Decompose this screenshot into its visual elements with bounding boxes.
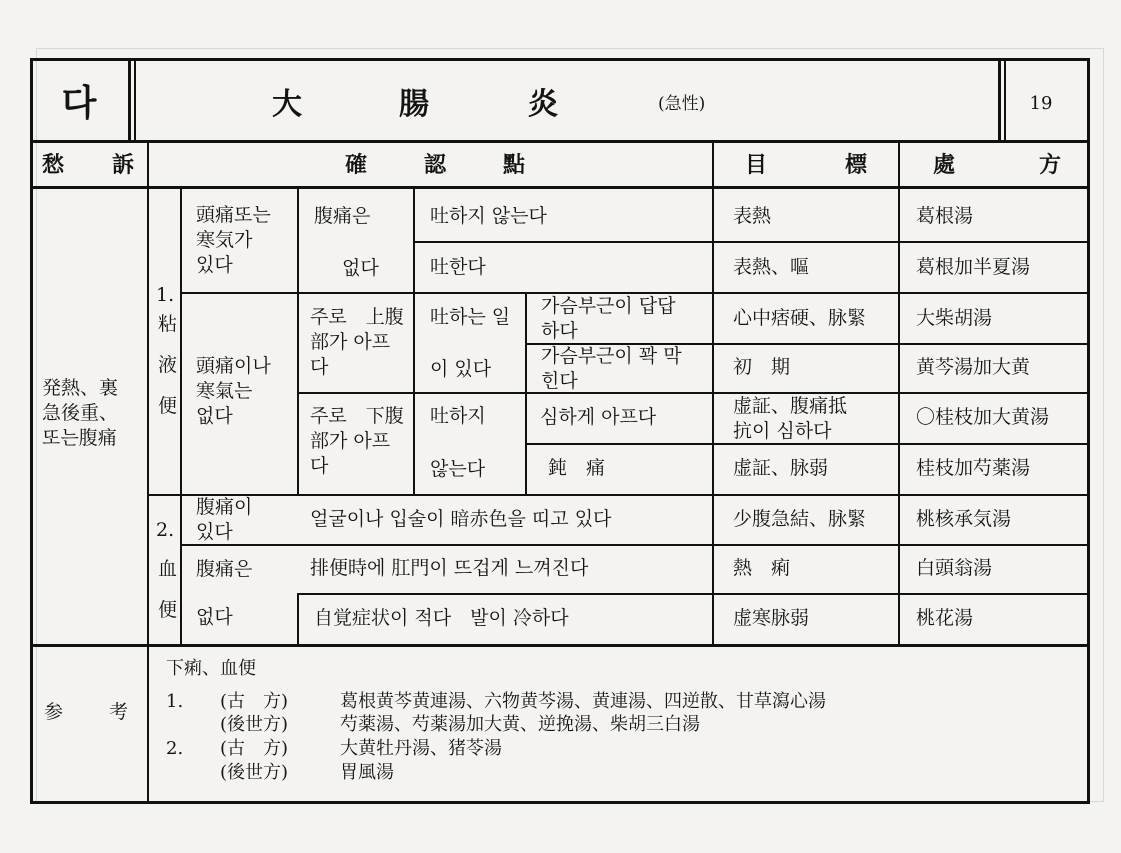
group2-sub-b: 腹痛은 [196,558,253,580]
group1-char: 液 [158,354,178,376]
finding-row-6: 鈍 痛 [548,457,606,479]
prescription-row-4: 黄芩湯加大黄 [916,356,1031,378]
column-prescription: 處 方 [933,152,1061,178]
goal-row-3: 心中痞硬、脉緊 [733,307,867,329]
goal-row-4: 初 期 [733,356,791,378]
title-char-3: 炎 [528,87,558,122]
prescription-row-3: 大柴胡湯 [916,307,993,329]
prescription-row-6: 桂枝加芍薬湯 [916,457,1031,479]
group1-number: 1. [156,284,175,306]
prescription-row-1: 葛根湯 [916,205,974,227]
finding-row-3: 가슴부근이 답답 하다 [541,295,676,342]
prescription-row-7: 桃核承気湯 [916,508,1012,530]
goal-row-1: 表熱 [733,205,772,227]
page-number: 19 [1029,92,1053,114]
prescription-row-5: 〇桂枝加大黄湯 [916,406,1050,428]
group1-sub-b: 頭痛이나 寒氣는 없다 [196,355,271,427]
title-subtitle: (急性) [658,94,706,114]
vomit-sometimes: 吐하는 일 이 있다 [430,306,511,380]
goal-row-6: 虚証、脉弱 [733,457,829,479]
group2-char: 便 [158,599,178,621]
goal-row-8: 熱 痢 [733,557,791,579]
group1-char: 粘 [158,313,178,335]
finding-row-1: 吐하지 않는다 [430,205,547,227]
complaint-cell: 発熱、裏 急後重、 또는腹痛 [42,377,119,449]
goal-row-9: 虚寒脉弱 [733,607,810,629]
prescription-row-8: 白頭翁湯 [916,557,993,579]
goal-row-2: 表熱、嘔 [733,256,810,278]
group2-sub-b: 없다 [196,606,233,628]
reference-heading: 下痢、血便 [166,658,256,679]
finding-row-8: 排便時에 肛門이 뜨겁게 느껴진다 [310,557,589,579]
group1-pain-b: 없다 [342,257,379,279]
title-char-1: 大 [272,87,302,122]
group1-lower-abdomen: 주로 下腹 部가 아프 다 [310,405,404,477]
group1-upper-abdomen: 주로 上腹 部가 아프 다 [310,306,404,378]
finding-row-2: 吐한다 [430,256,486,278]
column-goal: 目 標 [745,152,867,178]
finding-row-9: 自覚症状이 적다 발이 冷하다 [314,607,569,629]
group2-sub-a: 腹痛이 있다 [196,496,253,543]
title-char-2: 腸 [399,87,429,122]
group2-char: 血 [158,558,178,580]
section-letter: 다 [61,81,97,124]
goal-row-7: 少腹急結、脉緊 [733,508,867,530]
prescription-row-9: 桃花湯 [916,607,974,629]
group2-number: 2. [156,519,175,541]
column-confirm: 確 認 點 [345,152,525,178]
finding-row-5: 심하게 아프다 [540,406,657,428]
reference-label: 参 考 [44,701,128,723]
vomit-none-a: 吐하지 [430,405,486,427]
vomit-none-b: 않는다 [430,458,486,480]
finding-row-7: 얼굴이나 입술이 暗赤色을 띠고 있다 [310,508,612,530]
group1-sub-a: 頭痛또는 寒気가 있다 [196,204,271,276]
finding-row-4: 가슴부근이 꽉 막 힌다 [541,345,682,392]
column-complaint: 愁 訴 [42,152,134,178]
group1-char: 便 [158,395,178,417]
group1-pain-a: 腹痛은 [314,205,371,227]
prescription-row-2: 葛根加半夏湯 [916,256,1031,278]
goal-row-5: 虚証、腹痛抵 抗이 심하다 [733,395,848,442]
